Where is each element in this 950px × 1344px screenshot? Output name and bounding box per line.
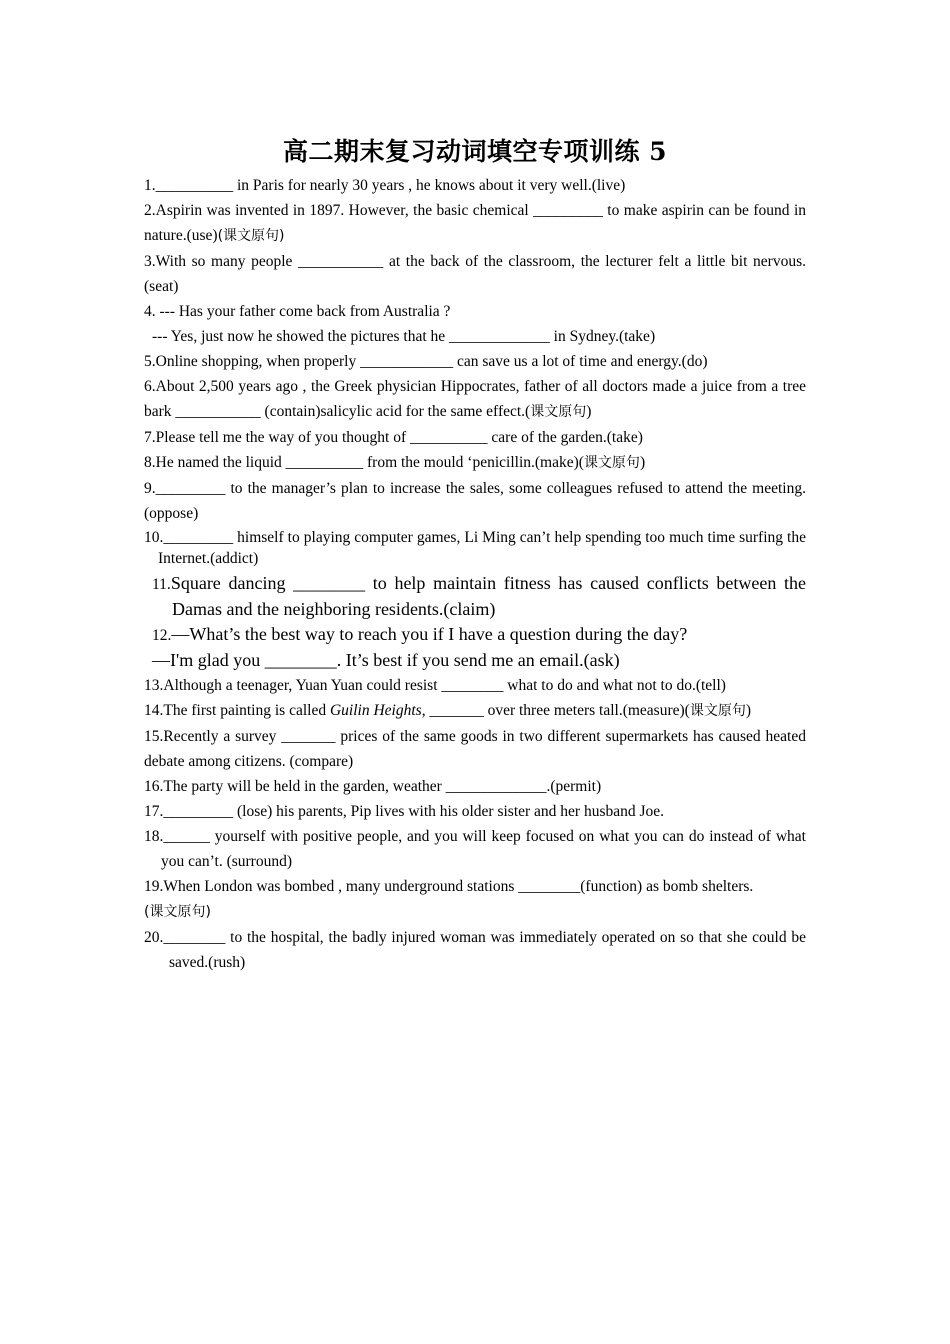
source-note: 课文原句 <box>530 404 587 420</box>
question-11: 11.Square dancing ________ to help maintain fitness has caused conflicts between the Damas and the neighboring residents.(claim) <box>152 573 806 619</box>
question-8: 8.He named the liquid __________ from the mould ‘penicillin.(make)(课文原句) <box>144 454 646 471</box>
question-1: 1.__________ in Paris for nearly 30 years , he knows about it very well.(live) <box>144 177 626 194</box>
question-7: 7.Please tell me the way of you thought of __________ care of the garden.(take) <box>144 429 643 446</box>
question-9: 9._________ to the manager’s plan to increase the sales, some colleagues refused to attend the meeting.(oppose) <box>144 480 806 522</box>
question-4-line-2: --- Yes, just now he showed the pictures that he _____________ in Sydney.(take) <box>152 328 656 345</box>
question-20: 20.________ to the hospital, the badly injured woman was immediately operated on so that she could be saved.(rush) <box>144 929 806 971</box>
question-5: 5.Online shopping, when properly ____________ can save us a lot of time and energy.(do) <box>144 353 708 370</box>
source-note: (课文原句) <box>217 228 285 244</box>
question-3: 3.With so many people ___________ at the back of the classroom, the lecturer felt a little bit nervous.(seat) <box>144 253 806 295</box>
page-title: 高二期末复习动词填空专项训练 5 <box>282 137 668 166</box>
question-18: 18.______ yourself with positive people, and you will keep focused on what you can do instead of what you can’t. (surround) <box>144 828 806 870</box>
question-19: 19.When London was bombed , many underground stations ________(function) as bomb shelters. (课文原句) <box>144 878 754 920</box>
question-17: 17._________ (lose) his parents, Pip lives with his older sister and her husband Joe. <box>144 803 665 820</box>
source-note: 课文原句 <box>689 703 746 719</box>
question-list <box>144 173 806 975</box>
question-16: 16.The party will be held in the garden, weather _____________.(permit) <box>144 778 602 795</box>
question-12-line-2: —I'm glad you ________. It’s best if you send me an email.(ask) <box>152 650 620 670</box>
question-14: 14.The first painting is called Guilin Heights, _______ over three meters tall.(measure)(课文原句) <box>144 702 751 719</box>
source-note: (课文原句) <box>144 904 211 920</box>
question-2: 2.Aspirin was invented in 1897. However, the basic chemical _________ to make aspirin can be found in nature.(use)(课文原句) <box>144 202 806 244</box>
question-6: 6.About 2,500 years ago , the Greek physician Hippocrates, father of all doctors made a juice from a tree bark ___________ (contain)salicylic acid for the same effect.(课文原句) <box>144 378 806 420</box>
question-12-line-1: 12.—What’s the best way to reach you if I have a question during the day? <box>152 624 688 644</box>
question-13: 13.Although a teenager, Yuan Yuan could resist ________ what to do and what not to do.(tell) <box>144 677 726 694</box>
question-10: 10._________ himself to playing computer games, Li Ming can’t help spending too much time surfing the Internet.(addict) <box>144 529 806 567</box>
source-note: 课文原句 <box>583 455 640 471</box>
question-15: 15.Recently a survey _______ prices of the same goods in two different supermarkets has caused heated debate among citizens. (compare) <box>144 728 806 770</box>
question-4-line-1: 4. --- Has your father come back from Australia ? <box>144 303 451 320</box>
